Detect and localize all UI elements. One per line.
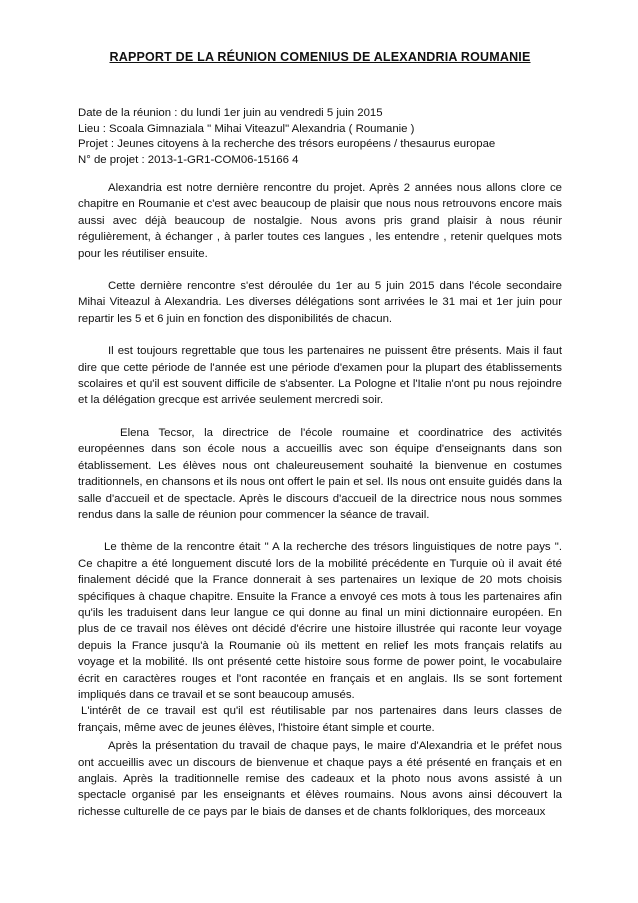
paragraph-interest: L'intérêt de ce travail est qu'il est réutilisable par nos partenaires dans leurs classes de français, même avec de jeunes élèves, l'histoire étant simple et courte.: [78, 705, 562, 734]
paragraph-theme: Le thème de la rencontre était " A la recherche des trésors linguistiques de notre pays ". Ce chapitre a été longuement discuté lors de la mobilité précédente en Turquie où il avait été finalement décidé que la France donnerait à ses partenaires un lexique de 20 mots choisis spécifiques à chaque chapitre. Ensuite la France a envoyé ces mots à tous les partenaires afin qu'ils les traduisent dans leur langue ce qui donne au final un mini dictionnaire européen. En plus de ce travail nos élèves ont décidé d'écrire une histoire illustrée qui raconte leur voyage depuis la France jusqu'à la Roumanie où ils mettent en relief les mots français relatifs au voyage et la mobilité. Ils ont présenté cette histoire sous forme de power point, le vocabulaire écrit en caractères rouges et l'ont racontée en français et en anglais. Ils se sont fortement impliqués dans ce travail et se sont beaucoup amusés.: [78, 541, 562, 701]
paragraph-absences: Il est toujours regrettable que tous les partenaires ne puissent être présents. Mais il faut dire que cette période de l'année est une période d'examen pour la plupart des établissements scolaires et qu'il est souvent difficile de s'absenter. La Pologne et l'Italie n'ont pu nous rejoindre et la délégation grecque est arrivée seulement mercredi soir.: [78, 345, 562, 407]
paragraph-dates: Cette dernière rencontre s'est déroulée du 1er au 5 juin 2015 dans l'école secondaire Mihai Viteazul à Alexandria. Les diverses délégations sont arrivées le 31 mai et 1er juin pour repartir les 5 et 6 juin en fonction des disponibilités de chacun.: [78, 280, 562, 325]
project-name: Projet : Jeunes citoyens à la recherche des trésors européens / thesaurus europae: [78, 138, 496, 150]
paragraph-welcome: Elena Tecsor, la directrice de l'école roumaine et coordinatrice des activités européennes dans son école nous a accueillis avec son équipe d'enseignants dans son établissement. Les élèves nous ont chaleureusement souhaité la bienvenue en costumes traditionnels, en chansons et ils nous ont offert le pain et sel. Ils nous ont ensuite guidés dans la salle d'accueil et de spectacle. Après le discours d'accueil de la directrice nous nous sommes rendus dans la salle de réunion pour commencer la séance de travail.: [78, 426, 562, 521]
report-body: [78, 180, 562, 820]
document-title: RAPPORT DE LA RÉUNION COMENIUS DE ALEXANDRIA ROUMANIE: [109, 50, 531, 64]
paragraph-presentation: Après la présentation du travail de chaque pays, le maire d'Alexandria et le préfet nous ont accueillis avec un discours de bienvenue et chaque pays a été présenté en français et en anglais. Après la traditionnelle remise des cadeaux et la photo nous avons assisté à un spectacle organisé par les enseignants et élèves roumains. Nous avons ainsi découvert la richesse culturelle de ce pays par le biais de danses et de chants folkloriques, des morceaux: [78, 740, 562, 818]
meeting-date: Date de la réunion : du lundi 1er juin au vendredi 5 juin 2015: [78, 107, 383, 119]
meeting-location: Lieu : Scoala Gimnaziala " Mihai Viteazul" Alexandria ( Roumanie ): [78, 122, 415, 135]
project-number: N° de projet : 2013-1-GR1-COM06-15166 4: [78, 153, 299, 166]
meeting-info: [78, 106, 562, 168]
paragraph-intro: Alexandria est notre dernière rencontre du projet. Après 2 années nous allons clore ce chapitre en Roumanie et c'est avec beaucoup de plaisir que nous nous retrouvons encore mais aussi avec déjà beaucoup de nostalgie. Nous avons pris grand plaisir à nous réunir régulièrement, à échanger , à parler toutes ces langues , les entendre , retenir quelques mots pour les réutiliser ensuite.: [78, 182, 562, 260]
